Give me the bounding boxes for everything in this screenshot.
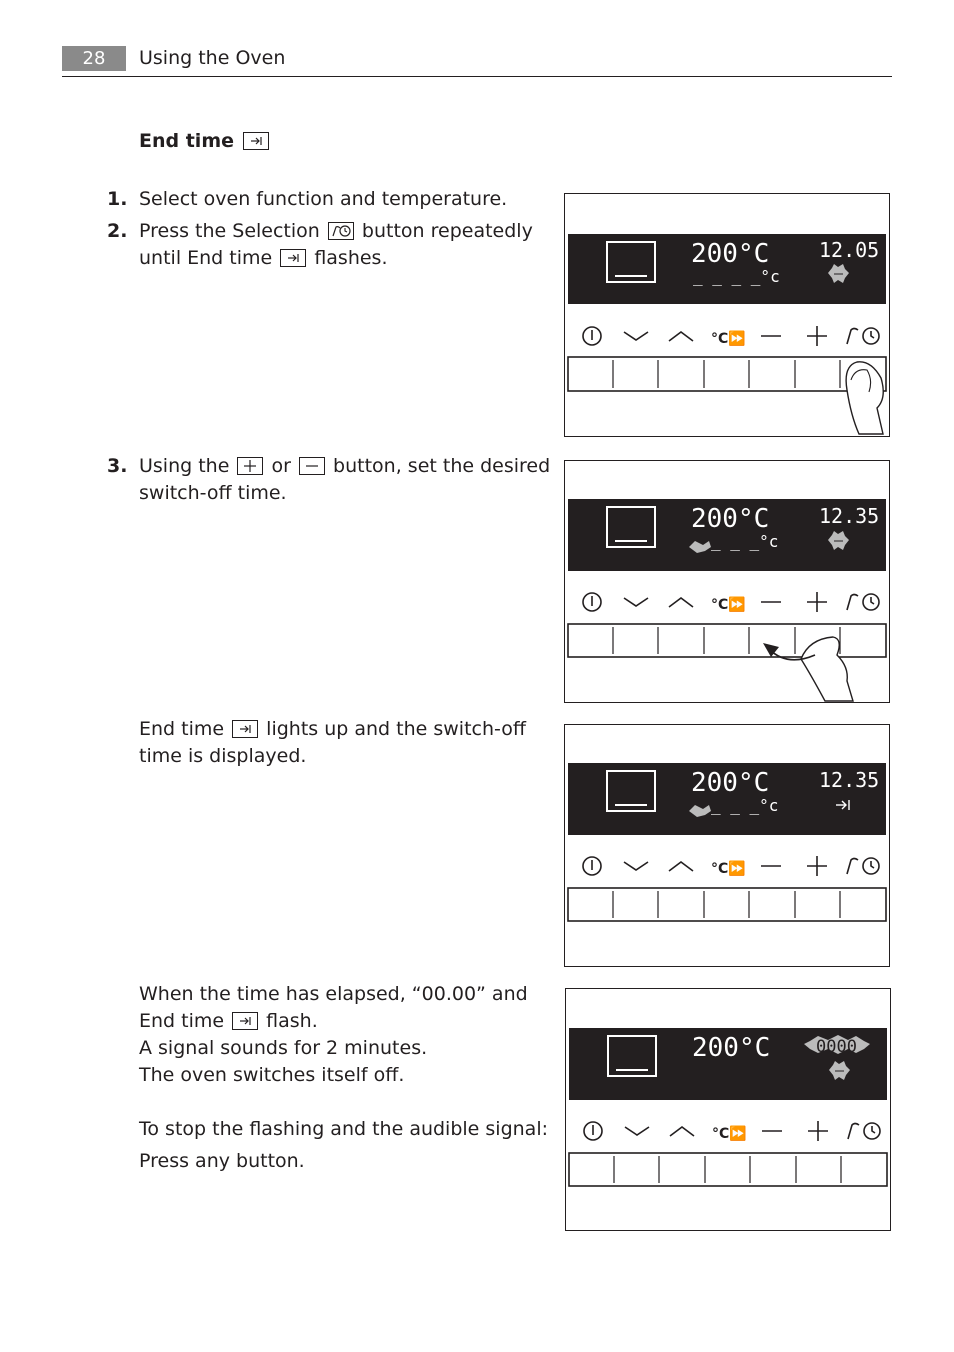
temperature-display: 200°C [691, 239, 770, 269]
fast-heat-icon: °C⏩ [711, 597, 746, 613]
paragraph-text: A signal sounds for 2 minutes. [139, 1037, 428, 1059]
up-icon [669, 332, 693, 341]
step-text: Press the Selection [139, 220, 320, 242]
selection-icon [847, 329, 858, 345]
paragraph-lights-up [139, 716, 526, 770]
step-2 [107, 218, 533, 272]
paragraph-elapsed [139, 981, 528, 1089]
temperature-display: 200°C [691, 768, 770, 798]
minus-icon [299, 457, 325, 475]
step-text: Select oven function and temperature. [139, 188, 508, 210]
step-number: 1. [107, 188, 128, 210]
up-icon [669, 598, 693, 607]
fast-heat-icon: °C⏩ [711, 861, 746, 877]
finger-illustration [801, 637, 853, 701]
end-time-icon [232, 1012, 258, 1030]
step-text: flashes. [314, 247, 388, 269]
temperature-display: 200°C [691, 504, 770, 534]
down-icon [624, 862, 648, 870]
end-time-heading [139, 128, 271, 155]
step-text: or [271, 455, 291, 477]
control-panel-illustration-4 [565, 988, 891, 1231]
control-panel-illustration-1 [564, 193, 890, 437]
selection-icon [847, 595, 858, 611]
temperature-display: 200°C [692, 1033, 771, 1063]
down-icon [624, 598, 648, 606]
section-title: Using the Oven [139, 47, 286, 69]
up-icon [669, 862, 693, 871]
step-text: button repeatedly [361, 220, 533, 242]
paragraph-text: When the time has elapsed, “00.00” and [139, 983, 528, 1005]
paragraph-stop [139, 1116, 548, 1143]
temp-dashes: _ _ _°c [711, 532, 779, 551]
fast-heat-icon: °C⏩ [711, 331, 746, 347]
page-header [62, 46, 892, 77]
selection-icon [848, 1124, 859, 1140]
paragraph-text: lights up and the switch-off [266, 718, 526, 740]
control-panel-illustration-3 [564, 724, 890, 967]
step-text: button, set the desired [333, 455, 551, 477]
fast-heat-icon: °C⏩ [712, 1126, 747, 1142]
time-display: 12.35 [819, 504, 880, 528]
paragraph-text: flash. [266, 1010, 318, 1032]
step-number: 3. [107, 455, 128, 477]
paragraph-text: End time [139, 718, 225, 740]
paragraph-press [139, 1148, 305, 1175]
end-time-icon [280, 249, 306, 267]
plus-icon [237, 457, 263, 475]
paragraph-text: time is displayed. [139, 745, 307, 767]
selection-icon [328, 222, 354, 240]
step-3 [107, 453, 551, 507]
paragraph-text: Press any button. [139, 1150, 305, 1172]
time-display: 12.05 [819, 238, 880, 262]
selection-icon [847, 859, 858, 875]
end-time-icon [243, 132, 269, 150]
page-number: 28 [62, 46, 126, 71]
temp-dashes: _ _ _ _°c [693, 267, 780, 286]
step-text: Using the [139, 455, 230, 477]
down-icon [625, 1127, 649, 1135]
finger-illustration [846, 362, 883, 434]
heading-text: End time [139, 130, 234, 152]
time-display: 12.35 [819, 768, 880, 792]
step-text: switch-off time. [139, 482, 287, 504]
up-icon [670, 1127, 694, 1136]
paragraph-text: The oven switches itself off. [139, 1064, 405, 1086]
temp-dashes: _ _ _°c [711, 796, 779, 815]
step-1 [107, 186, 508, 213]
paragraph-text: End time [139, 1010, 225, 1032]
paragraph-text: To stop the flashing and the audible signal: [139, 1118, 549, 1140]
step-text: until End time [139, 247, 273, 269]
time-display: 0000 [816, 1037, 857, 1057]
step-number: 2. [107, 220, 128, 242]
down-icon [624, 332, 648, 340]
end-time-icon [232, 720, 258, 738]
control-panel-illustration-2 [564, 460, 890, 703]
